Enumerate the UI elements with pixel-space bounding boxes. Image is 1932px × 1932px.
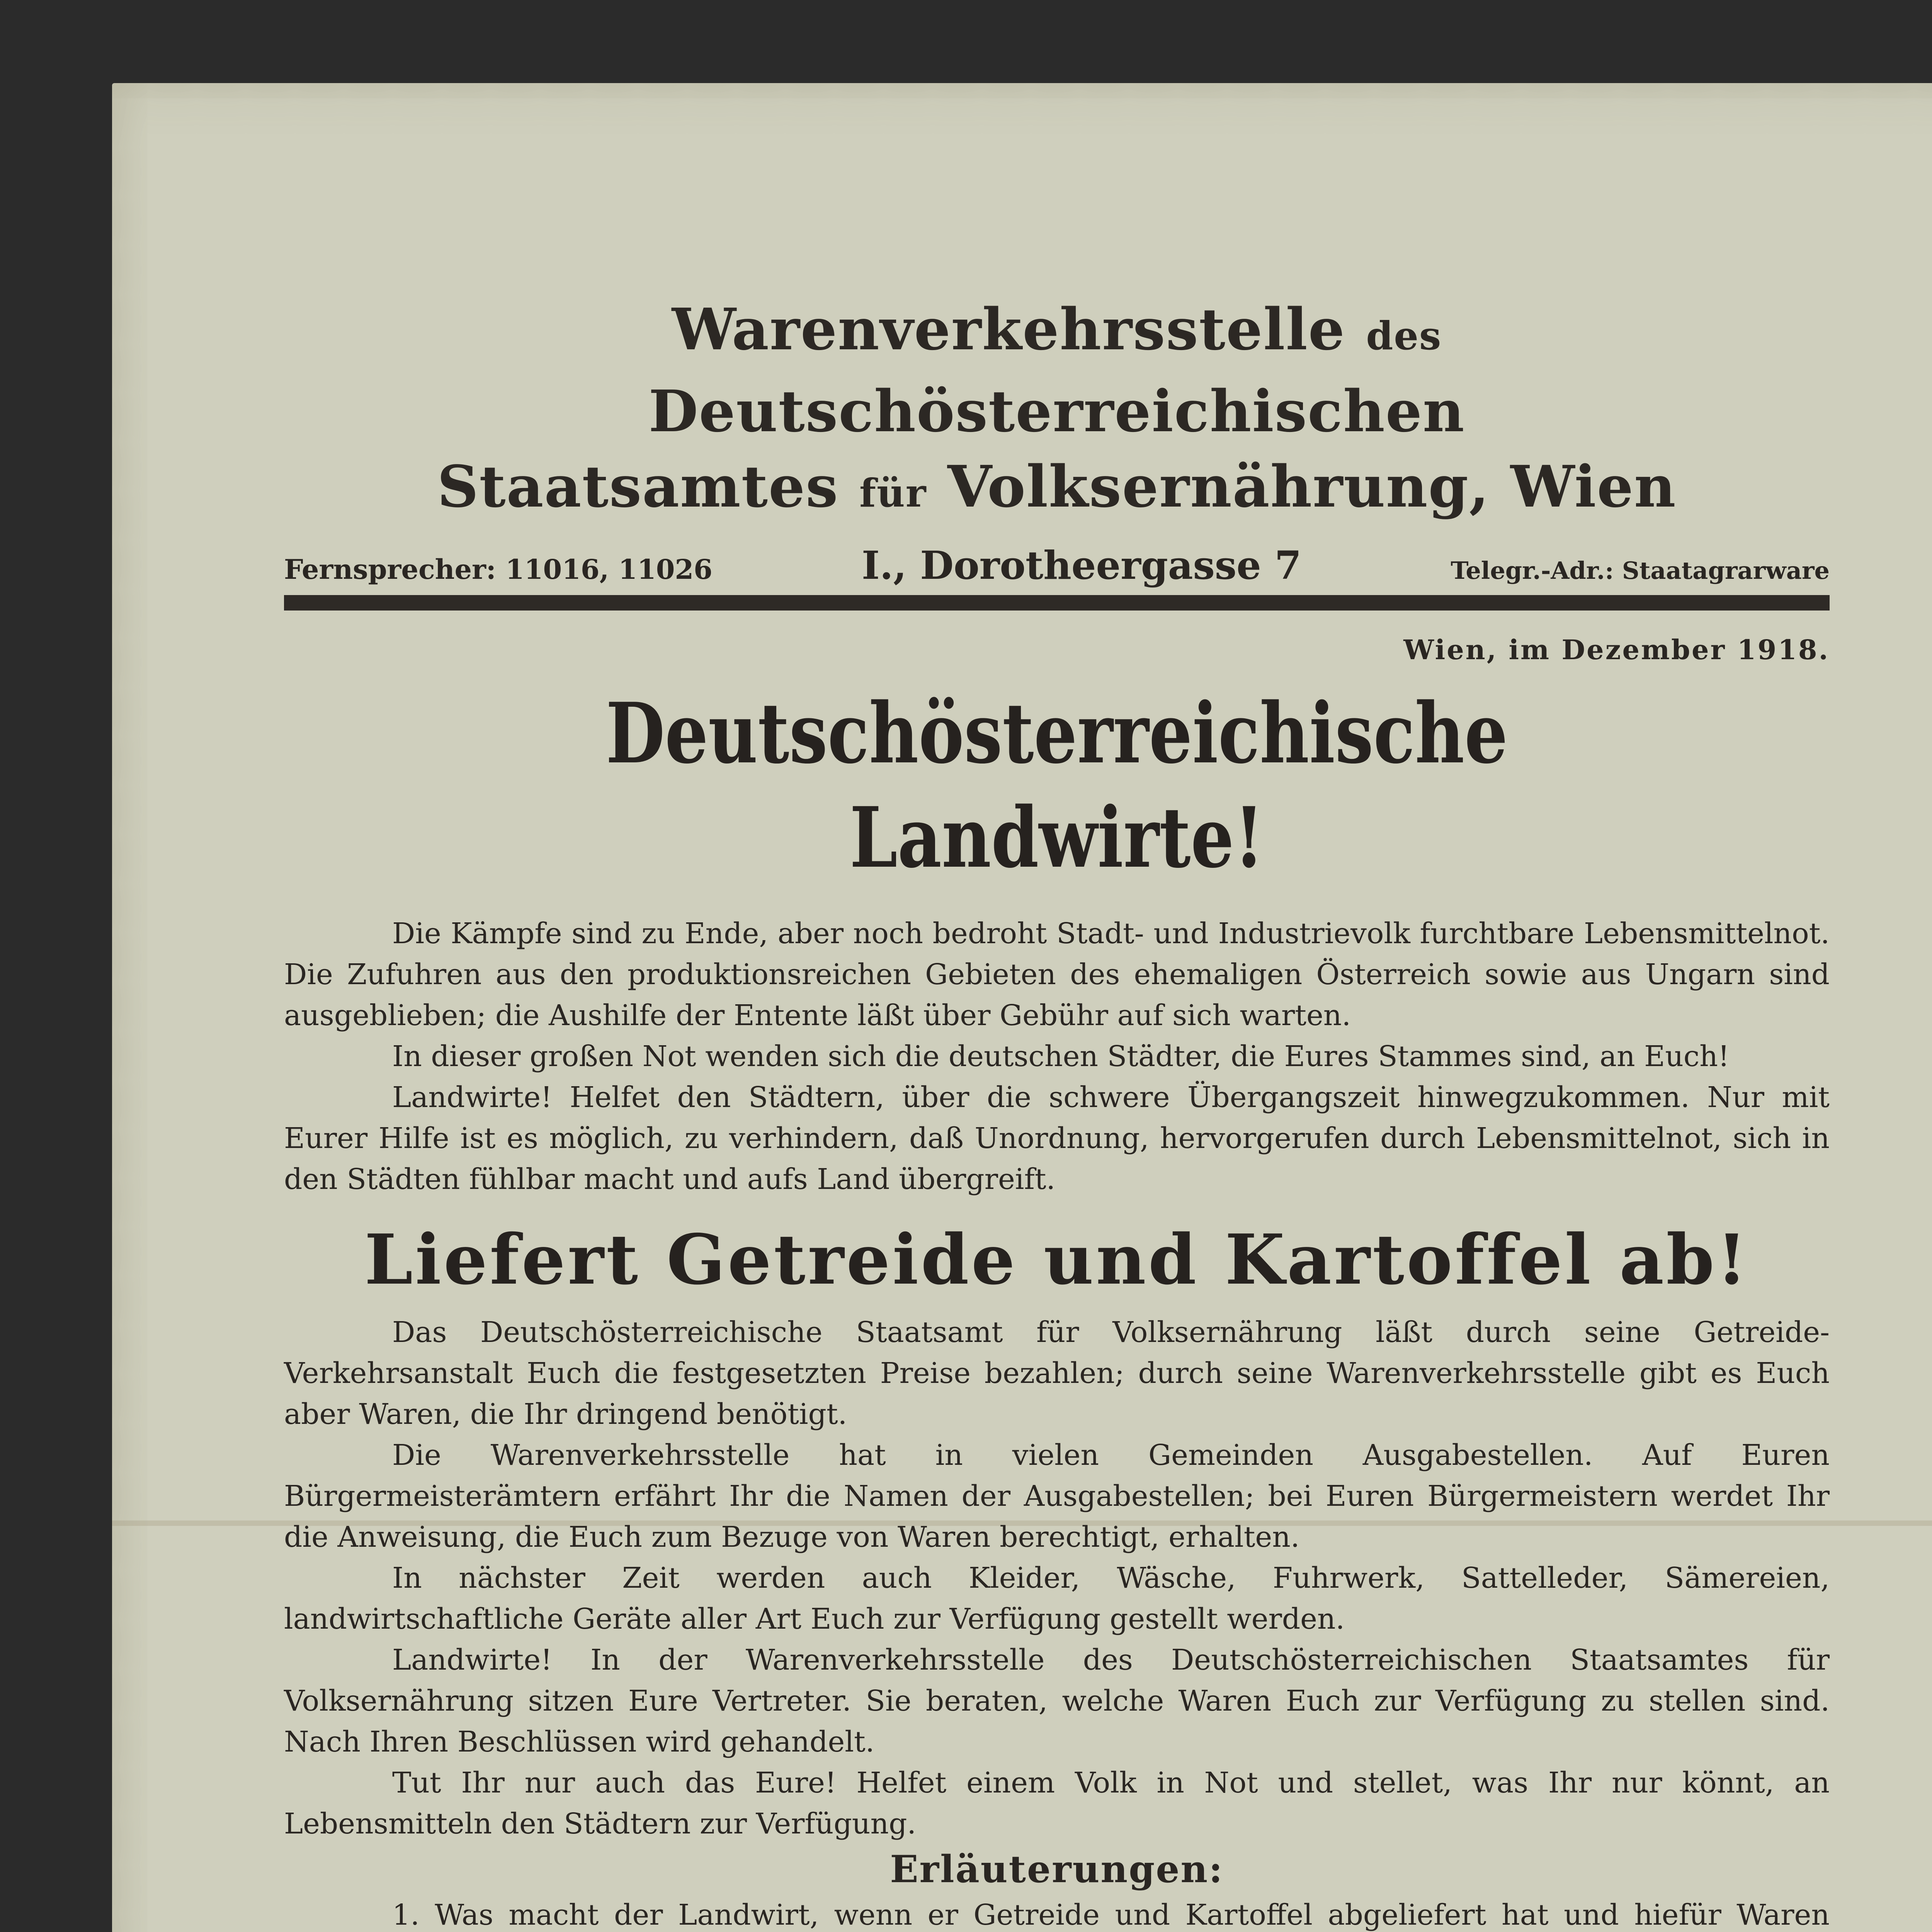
intro-paragraph: In dieser großen Not wenden sich die deutschen Städter, die Eures Stammes sind, an Euch!	[392, 1040, 1730, 1073]
header-org-country: Deutschösterreichischen	[648, 378, 1465, 445]
call-to-action-title: Liefert Getreide und Kartoffel ab!	[364, 1219, 1749, 1300]
poster-content	[284, 292, 1830, 1932]
telegram-address: Telegr.-Adr.: Staatagrarware	[1451, 556, 1830, 585]
header-line-2	[284, 449, 1830, 531]
explanation-question: 1. Was macht der Landwirt, wenn er Getreide und Kartoffel abgeliefert hat und hiefür Waren	[392, 1898, 1830, 1932]
body-paragraph: Das Deutschösterreichische Staatsamt für Volksernährung läßt durch seine Getreide-Verkehrsanstalt Euch die festgesetzten Preise bezahlen; durch seine Warenverkehrsstelle gibt es Euch aber Waren, die Ihr dringend benötigt.	[284, 1316, 1830, 1431]
intro-paragraph: Landwirte! Helfet den Städtern, über die schwere Übergangszeit hinwegzukommen. Nur mit Eurer Hilfe ist es möglich, zu verhindern, daß Unordnung, hervorgerufen durch Lebensmittelnot, sich in den Städten fühlbar macht und aufs Land übergreift.	[284, 1081, 1830, 1196]
street-address: I., Dorotheergasse 7	[862, 543, 1302, 588]
explanations-heading: Erläuterungen:	[890, 1847, 1224, 1891]
body-paragraph: Tut Ihr nur auch das Eure! Helfet einem Volk in Not und stellet, was Ihr nur könnt, an Lebensmitteln den Städtern zur Verfügung.	[284, 1766, 1830, 1840]
main-title: Deutschösterreichische Landwirte!	[605, 684, 1508, 886]
intro-paragraph: Die Kämpfe sind zu Ende, aber noch bedroht Stadt- und Industrievolk furchtbare Lebensmittelnot. Die Zufuhren aus den produktionsreichen Gebieten des ehemaligen Österreich sowie aus Ungarn sind ausgeblieben; die Aushilfe der Entente läßt über Gebühr auf sich warten.	[284, 917, 1830, 1032]
header-department: Volksernährung, Wien	[947, 453, 1677, 520]
body-paragraph: In nächster Zeit werden auch Kleider, Wäsche, Fuhrwerk, Sattelleder, Sämereien, landwirtschaftliche Geräte aller Art Euch zur Verfügung gestellt werden.	[284, 1561, 1830, 1636]
date-line: Wien, im Dezember 1918.	[1403, 634, 1830, 666]
body-paragraph: Landwirte! In der Warenverkehrsstelle des Deutschösterreichischen Staatsamtes für Volksernährung sitzen Eure Vertreter. Sie beraten, welche Waren Euch zur Verfügung zu stellen sind. Nach Ihren Beschlüssen wird gehandelt.	[284, 1643, 1830, 1759]
header-line-1	[284, 292, 1830, 449]
header-des: des	[1366, 313, 1442, 359]
contact-line	[284, 543, 1830, 588]
poster-sheet	[112, 83, 1932, 1932]
header-org-name: Warenverkehrsstelle	[672, 296, 1345, 363]
phone-numbers: Fernsprecher: 11016, 11026	[284, 553, 713, 585]
header-office: Staatsamtes	[437, 453, 839, 520]
header-fuer: für	[859, 470, 927, 516]
body-paragraph: Die Warenverkehrsstelle hat in vielen Gemeinden Ausgabestellen. Auf Euren Bürgermeisterämtern erfährt Ihr die Namen der Ausgabestellen; bei Euren Bürgermeistern werdet Ihr die Anweisung, die Euch zum Bezuge von Waren berechtigt, erhalten.	[284, 1439, 1830, 1554]
header-rule	[284, 595, 1830, 611]
